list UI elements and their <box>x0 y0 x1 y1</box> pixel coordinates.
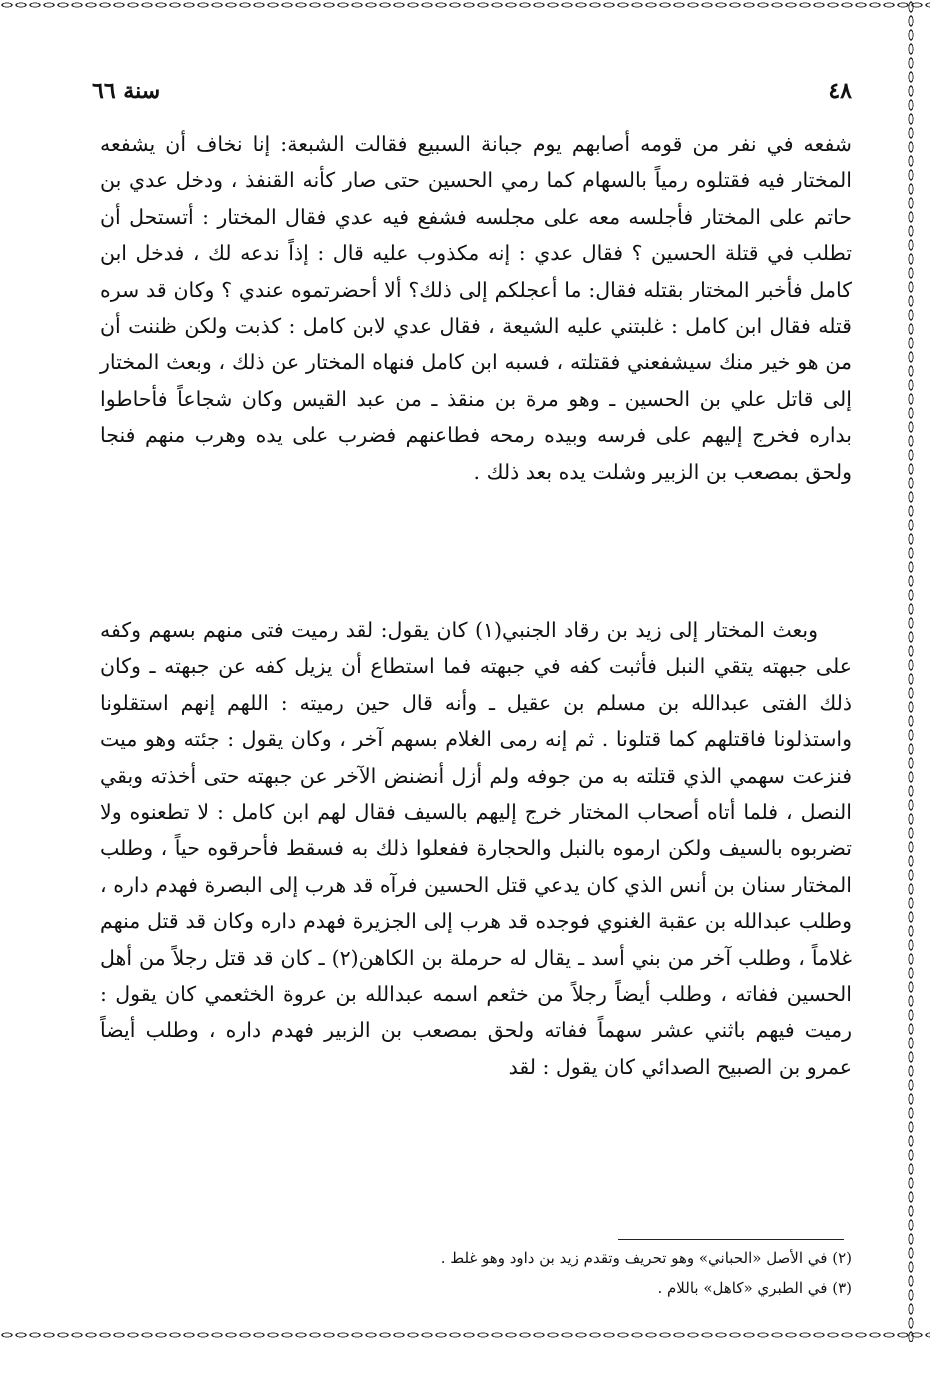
decorative-border-right <box>905 0 917 1342</box>
page-header <box>92 78 852 108</box>
footnote-divider <box>618 1239 844 1240</box>
body-paragraph-2: وبعث المختار إلى زيد بن رقاد الجنبي(١) كان يقول: لقد رميت فتى منهم بسهم وكفه على جبهته يتقي النبل فأثبت كفه في جبهته فما استطاع أن يزيل كفه عن جبهته ـ وكان ذلك الفتى عبدالله بن مسلم بن عقيل ـ وأنه قال حين رميته : اللهم إنهم استقلونا واستذلونا فاقتلهم كما قتلونا . ثم إنه رمى الغلام بسهم آخر ، وكان يقول : جئته وهو ميت فنزعت سهمي الذي قتلته به من جوفه ولم أزل أنضنض الآخر عن جبهته حتى أخذته وبقي النصل ، فلما أتاه أصحاب المختار خرج إليهم بالسيف فقال لهم ابن كامل : لا تطعنوه ولا تضربوه بالسيف ولكن ارموه بالنبل والحجارة ففعلوا ذلك به فسقط فأحرقوه حياً ، وطلب المختار سنان بن أنس الذي كان يدعي قتل الحسين فرآه قد هرب إلى البصرة فهدم داره ، وطلب عبدالله بن عقبة الغنوي فوجده قد هرب إلى الجزيرة فهدم داره وكان قد قتل منهم غلاماً ، وطلب آخر من بني أسد ـ يقال له حرملة بن الكاهن(٢) ـ كان قد قتل رجلاً من أهل الحسين ففاته ، وطلب أيضاً رجلاً من خثعم اسمه عبدالله بن عروة الخثعمي كان يقول : رميت فيهم باثني عشر سهماً ففاته ولحق بمصعب بن الزبير فهدم داره ، وطلب أيضاً عمرو بن الصبيح الصدائي كان يقول : لقد <box>100 618 852 1079</box>
footnotes <box>300 1243 852 1303</box>
page-number: ٤٨ <box>828 78 852 104</box>
decorative-border-bottom <box>0 1330 930 1340</box>
decorative-border-top <box>0 0 930 10</box>
footnote-item: (٢) في الأصل «الحباني» وهو تحريف وتقدم زيد بن داود وهو غلط . <box>440 1249 852 1267</box>
year-label: سنة ٦٦ <box>92 78 161 104</box>
footnote-item: (٣) في الطبري «كاهل» باللام . <box>657 1279 852 1297</box>
body-paragraph-1: شفعه في نفر من قومه أصابهم يوم جبانة السبيع فقالت الشبعة: إنا نخاف أن يشفعه المختار فيه فقتلوه رمياً بالسهام كما رمي الحسين حتى صار كأنه القنفذ ، ودخل عدي بن حاتم على المختار فأجلسه معه على مجلسه فشفع فيه عدي فقال المختار : أتستحل أن تطلب في قتلة الحسين ؟ فقال عدي : إنه مكذوب عليه قال : إذاً ندعه لك ، فدخل ابن كامل فأخبر المختار بقتله فقال: ما أعجلكم إلى ذلك؟ ألا أحضرتموه عندي ؟ وكان قد سره قتله فقال ابن كامل : غلبتني عليه الشيعة ، فقال عدي لابن كامل : كذبت ولكن ظننت أن من هو خير منك سيشفعني فقتلته ، فسبه ابن كامل فنهاه المختار عن ذلك ، وبعث المختار إلى قاتل علي بن الحسين ـ وهو مرة بن منقذ ـ من عبد القيس وكان شجاعاً فأحاطوا بداره فخرج إليهم على فرسه وبيده رمحه فطاعنهم فضرب على يده وهرب منهم فنجا ولحق بمصعب بن الزبير وشلت يده بعد ذلك . <box>100 132 852 484</box>
